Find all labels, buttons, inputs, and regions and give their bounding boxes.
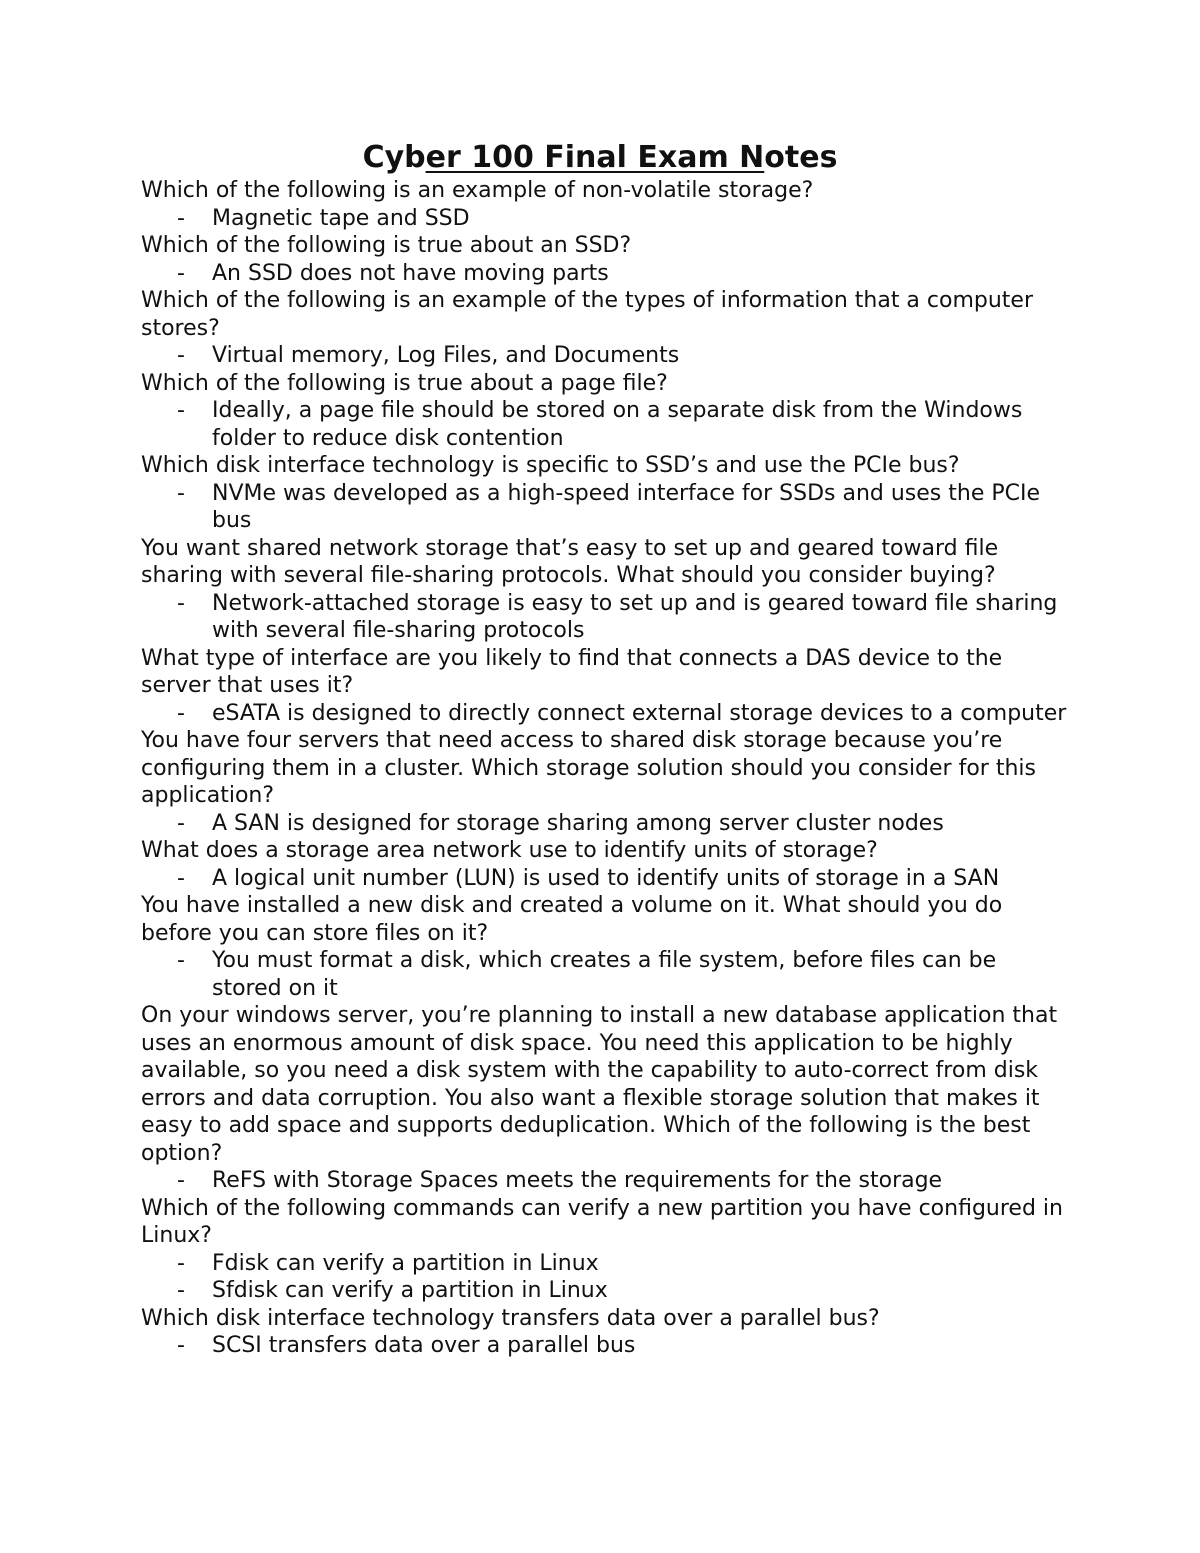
answer-item bbox=[141, 260, 1071, 288]
bullet-dash: - bbox=[177, 260, 185, 286]
bullet-dash: - bbox=[177, 343, 185, 368]
question: Which disk interface technology is specific to SSD’s and use the PCIe bus? bbox=[141, 453, 960, 478]
answer-text: Sfdisk can verify a partition in Linux bbox=[212, 1278, 608, 1303]
answer-text: Ideally, a page file should be stored on a separate disk from the Windows folder to reduce disk contention bbox=[212, 398, 1023, 451]
bullet-dash: - bbox=[177, 1168, 185, 1193]
question: You have four servers that need access to shared disk storage because you’re configuring them in a cluster. Which storage solution should you consider for this application? bbox=[141, 728, 1036, 808]
title-part-2-underlined: er 100 Final Exam N bbox=[425, 140, 765, 175]
answer-text: eSATA is designed to directly connect external storage devices to a computer bbox=[212, 700, 1067, 726]
answer-item bbox=[141, 810, 1071, 838]
bullet-dash: - bbox=[177, 590, 185, 616]
document-title bbox=[0, 138, 1200, 178]
answer-item bbox=[141, 397, 1071, 452]
answer-item bbox=[141, 1167, 1071, 1195]
answer-item bbox=[141, 205, 1071, 233]
answer-text: SCSI transfers data over a parallel bus bbox=[212, 1333, 636, 1358]
answer-text: NVMe was developed as a high-speed interface for SSDs and uses the PCIe bus bbox=[212, 480, 1041, 533]
question: On your windows server, you’re planning to install a new database application that uses an enormous amount of disk space. You need this application to be highly available, so you need a disk system with the capability to auto-correct from disk errors and data corruption. You also want a flexible storage solution that makes it easy to add space and supports deduplication. Which of the following is the best option? bbox=[141, 1003, 1058, 1166]
answer-item bbox=[141, 700, 1071, 728]
notes-body bbox=[141, 177, 1071, 1360]
question: What does a storage area network use to identify units of storage? bbox=[141, 838, 878, 863]
answer-item bbox=[141, 1332, 1071, 1360]
bullet-dash: - bbox=[177, 205, 185, 231]
answer-item bbox=[141, 590, 1071, 645]
answer-text: Virtual memory, Log Files, and Documents bbox=[212, 343, 680, 368]
answer-item bbox=[141, 865, 1071, 893]
answer-text: Fdisk can verify a partition in Linux bbox=[212, 1250, 599, 1276]
question: Which of the following is true about an SSD? bbox=[141, 233, 632, 258]
bullet-dash: - bbox=[177, 480, 185, 506]
bullet-dash: - bbox=[177, 948, 185, 973]
question: Which of the following commands can verify a new partition you have configured in Linux? bbox=[141, 1195, 1063, 1248]
answer-item bbox=[141, 342, 1071, 370]
answer-text: Network-attached storage is easy to set up and is geared toward file sharing with several file-sharing protocols bbox=[212, 590, 1058, 643]
bullet-dash: - bbox=[177, 810, 185, 836]
bullet-dash: - bbox=[177, 1250, 185, 1276]
answer-item bbox=[141, 1277, 1071, 1305]
answer-text: An SSD does not have moving parts bbox=[212, 260, 609, 286]
answer-text: A SAN is designed for storage sharing among server cluster nodes bbox=[212, 810, 944, 836]
answer-text: A logical unit number (LUN) is used to identify units of storage in a SAN bbox=[212, 865, 1000, 891]
bullet-dash: - bbox=[177, 700, 185, 726]
answer-item bbox=[141, 480, 1071, 535]
bullet-dash: - bbox=[177, 398, 185, 423]
question: Which of the following is an example of the types of information that a computer stores? bbox=[141, 288, 1034, 341]
question: You want shared network storage that’s easy to set up and geared toward file sharing with several file-sharing protocols. What should you consider buying? bbox=[141, 535, 999, 588]
answer-item bbox=[141, 947, 1071, 1002]
bullet-dash: - bbox=[177, 1278, 185, 1303]
bullet-dash: - bbox=[177, 865, 185, 891]
answer-text: Magnetic tape and SSD bbox=[212, 205, 470, 231]
question: Which of the following is true about a page file? bbox=[141, 370, 668, 396]
answer-text: You must format a disk, which creates a file system, before files can be stored on it bbox=[212, 948, 997, 1001]
title-part-1: Cyb bbox=[362, 140, 426, 175]
question: What type of interface are you likely to find that connects a DAS device to the server that uses it? bbox=[141, 645, 1003, 698]
bullet-dash: - bbox=[177, 1333, 185, 1358]
question: You have installed a new disk and created a volume on it. What should you do before you can store files on it? bbox=[141, 893, 1003, 946]
title-part-3: otes bbox=[764, 140, 838, 175]
answer-text: ReFS with Storage Spaces meets the requirements for the storage bbox=[212, 1168, 943, 1193]
question: Which disk interface technology transfers data over a parallel bus? bbox=[141, 1305, 880, 1331]
answer-item bbox=[141, 1250, 1071, 1278]
question: Which of the following is an example of non-volatile storage? bbox=[141, 178, 814, 203]
